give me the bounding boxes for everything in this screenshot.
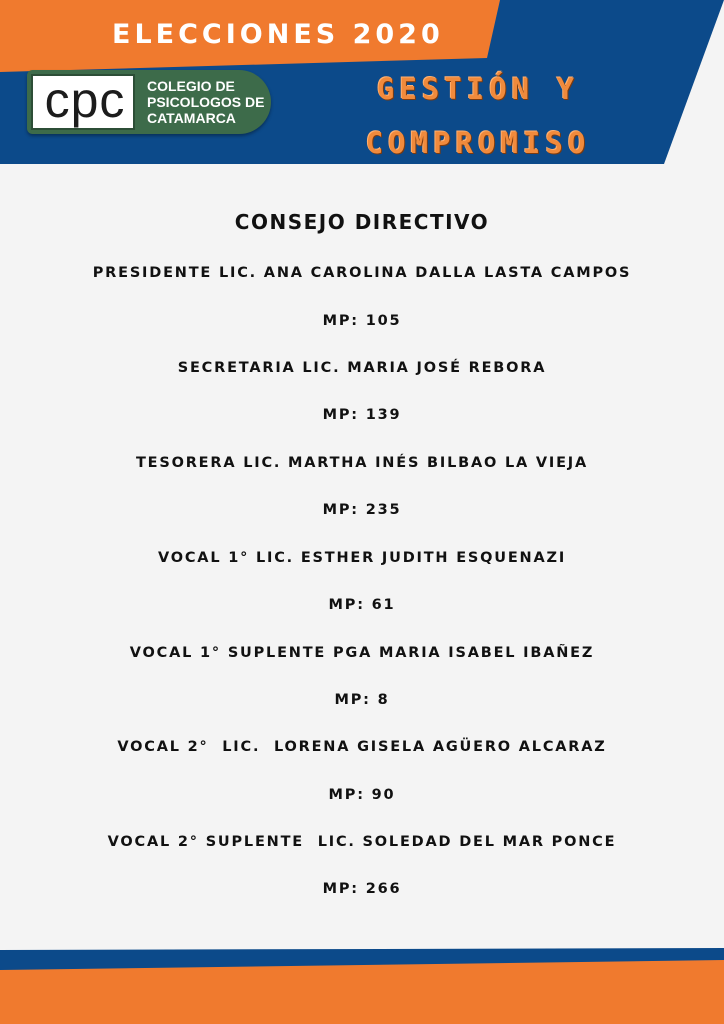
member-treasurer: TESORERA LIC. MARTHA INÉS BILBAO LA VIEJA xyxy=(135,455,589,471)
slogan-line-1: GESTIÓN Y xyxy=(376,72,580,106)
member-vocal-2-substitute-mp: MP: 266 xyxy=(322,881,402,897)
election-title: ELECCIONES 2020 xyxy=(112,19,444,50)
member-vocal-2-mp: MP: 90 xyxy=(328,787,396,803)
footer-band xyxy=(0,940,724,1024)
logo-text-line-3: CATAMARCA xyxy=(147,110,236,126)
cpc-logo xyxy=(27,70,271,134)
member-vocal-1-mp: MP: 61 xyxy=(328,597,396,613)
member-vocal-2: VOCAL 2° LIC. LORENA GISELA AGÜERO ALCARAZ xyxy=(117,739,607,755)
section-heading: CONSEJO DIRECTIVO xyxy=(234,210,490,234)
member-president: PRESIDENTE LIC. ANA CAROLINA DALLA LASTA CAMPOS xyxy=(92,265,632,281)
member-vocal-1: VOCAL 1° LIC. ESTHER JUDITH ESQUENAZI xyxy=(157,550,567,566)
member-treasurer-mp: MP: 235 xyxy=(322,502,402,518)
footer-background xyxy=(0,940,724,1024)
member-vocal-2-substitute: VOCAL 2° SUPLENTE LIC. SOLEDAD DEL MAR PONCE xyxy=(107,834,617,850)
slogan-line-2: COMPROMISO xyxy=(365,126,591,160)
logo-text-line-1: COLEGIO DE xyxy=(147,78,235,94)
member-vocal-1-substitute: VOCAL 1° SUPLENTE PGA MARIA ISABEL IBAÑEZ xyxy=(129,645,595,661)
member-vocal-1-substitute-mp: MP: 8 xyxy=(334,692,390,708)
member-president-mp: MP: 105 xyxy=(322,313,402,329)
header-banner xyxy=(0,0,724,170)
cpc-logo-text xyxy=(147,78,264,126)
cpc-logo-mark: cpc xyxy=(44,72,126,128)
member-secretary: SECRETARIA LIC. MARIA JOSÉ REBORA xyxy=(177,360,547,376)
logo-text-line-2: PSICOLOGOS DE xyxy=(147,94,265,110)
footer-orange-shape xyxy=(0,960,724,1024)
member-secretary-mp: MP: 139 xyxy=(322,407,402,423)
cpc-logo-mark-box xyxy=(31,74,135,130)
